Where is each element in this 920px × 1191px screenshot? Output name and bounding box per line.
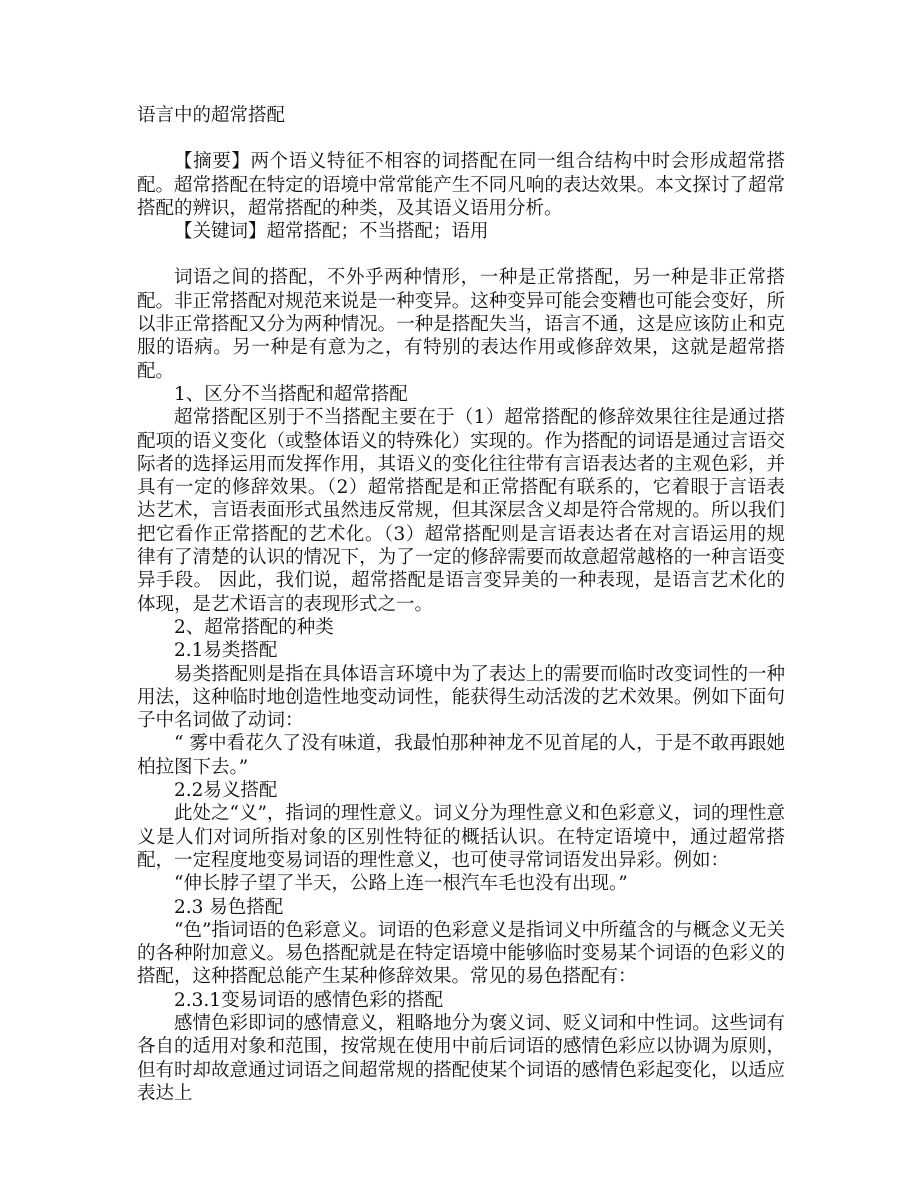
- body-paragraph: 此处之“义”，指词的理性意义。词义分为理性意义和色彩意义，词的理性意义是人们对词所指对象的区别性特征的概括认识。在特定语境中，通过超常搭配，一定程度地变易词语的理性意义，也可使寻常词语发出异彩。例如：: [137, 803, 785, 871]
- subsection-heading: 2.2易义搭配: [174, 780, 278, 802]
- abstract-paragraph: 【摘要】两个语义特征不相容的词搭配在同一组合结构中时会形成超常搭配。超常搭配在特定的语境中常常能产生不同凡响的表达效果。本文探讨了超常搭配的辨识，超常搭配的种类，及其语义语用分析。: [137, 151, 785, 219]
- section-heading: 2、超常搭配的种类: [174, 616, 334, 638]
- keywords-paragraph: 【关键词】超常搭配；不当搭配；语用: [174, 221, 489, 243]
- spacer: [137, 243, 785, 266]
- example-quote: “ 雾中看花久了没有味道，我最怕那种神龙不见首尾的人，于是不敢再跟她柏拉图下去。”: [137, 733, 785, 778]
- subsection-heading: 2.3 易色搭配: [174, 896, 284, 918]
- intro-paragraph: 词语之间的搭配，不外乎两种情形，一种是正常搭配，另一种是非正常搭配。非正常搭配对规范来说是一种变异。这种变异可能会变糟也可能会变好，所以非正常搭配又分为两种情况。一种是搭配失当，语言不通，这是应该防止和克服的语病。另一种是有意为之，有特别的表达作用或修辞效果，这就是超常搭配。: [137, 267, 785, 382]
- subsection-heading: 2.1易类搭配: [174, 640, 278, 662]
- body-paragraph: 超常搭配区别于不当搭配主要在于（1）超常搭配的修辞效果往往是通过搭配项的语义变化（或整体语义的特殊化）实现的。作为搭配的词语是通过言语交际者的选择运用而发挥作用，其语义的变化往往带有言语表达者的主观色彩，并具有一定的修辞效果。（2）超常搭配是和正常搭配有联系的，它着眼于言语表达艺术，言语表面形式虽然违反常规，但其深层含义却是符合常规的。所以我们把它看作正常搭配的艺术化。（3）超常搭配则是言语表达者在对言语运用的规律有了清楚的认识的情况下，为了一定的修辞需要而故意超常越格的一种言语变异手段。 因此，我们说，超常搭配是语言变异美的一种表现，是语言艺术化的体现，是艺术语言的表现形式之一。: [137, 407, 785, 615]
- example-quote: “伸长脖子望了半天，公路上连一根汽车毛也没有出现。”: [174, 873, 628, 895]
- subsection-heading: 2.3.1变易词语的感情色彩的搭配: [174, 989, 444, 1011]
- body-paragraph: “色”指词语的色彩意义。词语的色彩意义是指词义中所蕴含的与概念义无关的各种附加意义。易色搭配就是在特定语境中能够临时变易某个词语的色彩义的搭配，这种搭配总能产生某种修辞效果。常见的易色搭配有：: [137, 919, 785, 988]
- body-paragraph: 易类搭配则是指在具体语言环境中为了表达上的需要而临时改变词性的一种用法，这种临时地创造性地变动词性，能获得生动活泼的艺术效果。例如下面句子中名词做了动词：: [137, 663, 785, 732]
- document-body: [137, 104, 785, 1105]
- document-title: 语言中的超常搭配: [137, 105, 286, 126]
- body-paragraph: 感情色彩即词的感情意义，粗略地分为褒义词、贬义词和中性词。这些词有各自的适用对象和范围，按常规在使用中前后词语的感情色彩应以协调为原则，但有时却故意通过词语之间超常规的搭配使某个词语的感情色彩起变化，以适应表达上: [137, 1012, 785, 1104]
- section-heading: 1、区分不当搭配和超常搭配: [174, 383, 408, 405]
